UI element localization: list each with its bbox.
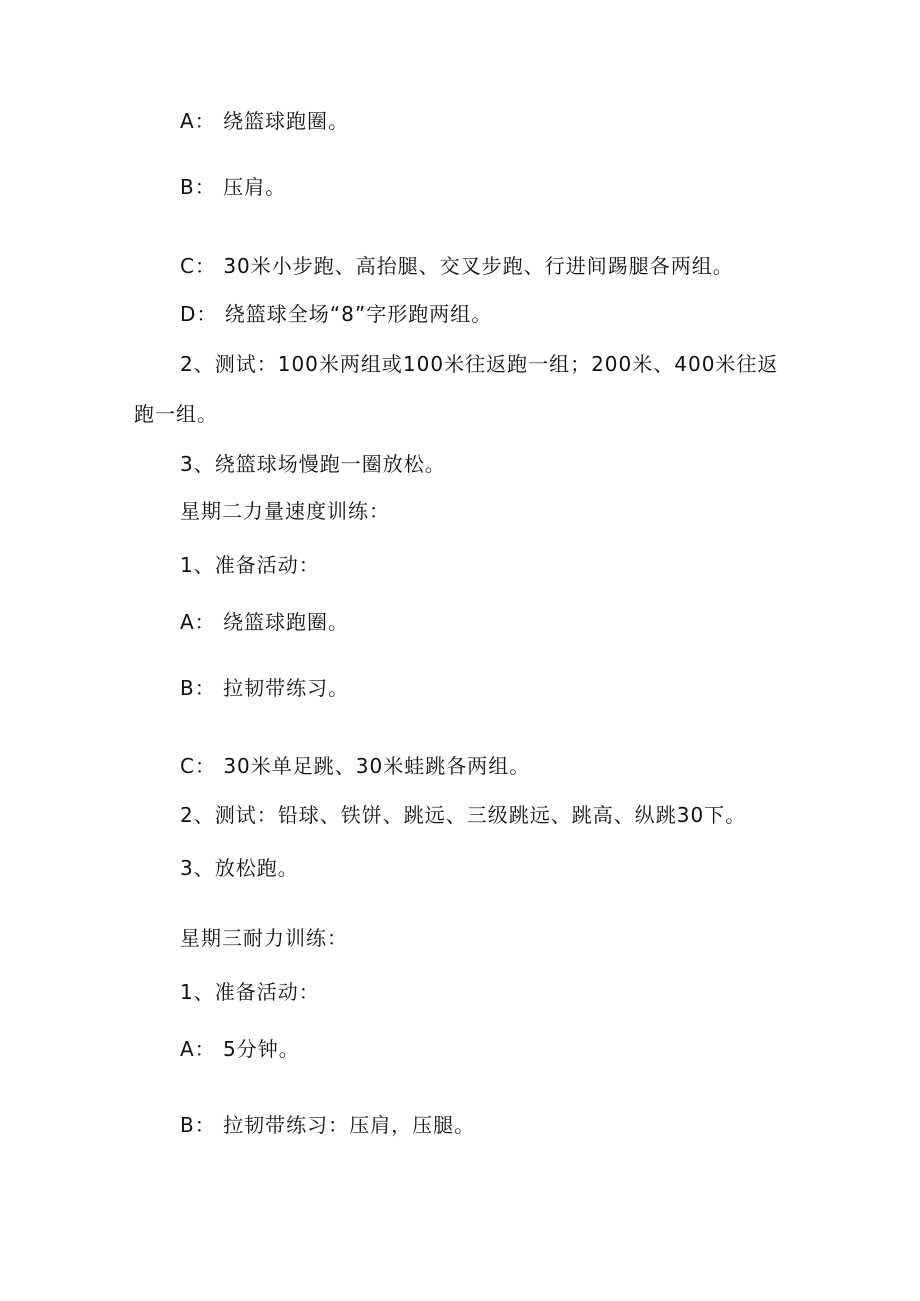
text-line: 3、放松跑。	[180, 856, 299, 880]
text-line: D： 绕篮球全场“8”字形跑两组。	[180, 302, 493, 326]
text-line: A： 绕篮球跑圈。	[180, 109, 350, 133]
text-line: 3、绕篮球场慢跑一圈放松。	[180, 452, 446, 476]
section-heading: 星期三耐力训练：	[180, 926, 348, 950]
text-line: A： 5分钟。	[180, 1037, 300, 1061]
text-line: 2、测试：100米两组或100米往返跑一组；200米、400米往返	[180, 352, 779, 376]
text-line: B： 压肩。	[180, 175, 287, 199]
text-line: C： 30米单足跳、30米蛙跳各两组。	[180, 754, 531, 778]
text-line: A： 绕篮球跑圈。	[180, 610, 350, 634]
text-line: B： 拉韧带练习。	[180, 676, 350, 700]
text-line-continuation: 跑一组。	[134, 402, 218, 426]
text-line: C： 30米小步跑、高抬腿、交叉步跑、行进间踢腿各两组。	[180, 254, 734, 278]
text-line: 1、准备活动：	[180, 980, 320, 1004]
section-heading: 星期二力量速度训练：	[180, 499, 390, 523]
text-line: 1、准备活动：	[180, 553, 320, 577]
text-line: B： 拉韧带练习：压肩，压腿。	[180, 1113, 476, 1137]
text-line: 2、测试：铅球、铁饼、跳远、三级跳远、跳高、纵跳30下。	[180, 803, 747, 827]
